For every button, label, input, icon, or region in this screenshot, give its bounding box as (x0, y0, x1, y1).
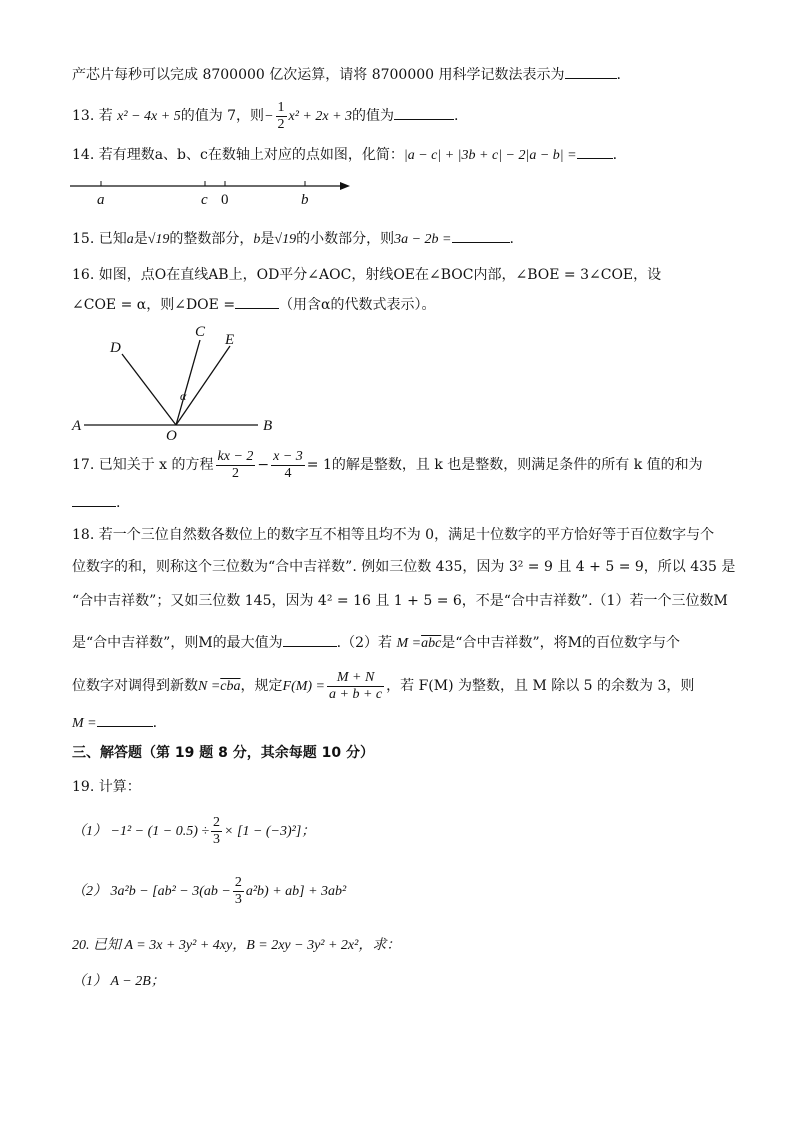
question-16-line-2: ∠COE = α，则∠DOE = （用含α的代数式表示）。 (72, 294, 734, 316)
arrow-icon (340, 182, 350, 190)
question-19-part-2: （2） 3a²b − [ab² − 3(ab − $\frac{2}{3}$ a²b) + ab] + 3ab² (72, 874, 347, 907)
fraction-one-half: $\frac{1}{2}$ (277, 99, 285, 132)
fraction-kx: $\frac{kx - 2}{2}$ (217, 448, 254, 481)
fraction-two-thirds: $\frac{2}{3}$ (234, 874, 242, 907)
question-13: 13. 若 x² − 4x + 5的值为 7，则− $\frac{1}{2}$ x² + 2x + 3的值为 . (72, 99, 459, 132)
ray-od (122, 354, 176, 425)
label-zero: 0 (221, 192, 229, 208)
number-line-figure (68, 174, 358, 210)
answer-blank (97, 712, 153, 727)
answer-blank (452, 228, 510, 243)
label-alpha: α (180, 389, 187, 403)
question-18-line-2: 位数字的和，则称这个三位数为“合中吉祥数”. 例如三位数 435，因为 3² = 9 且 4 + 5 = 9，所以 435 是 (72, 559, 736, 575)
question-18-line-4: 是“合中吉祥数”，则M的最大值为 .（2）若 $M =\overline{abc}$是“合中吉祥数”，将M的百位数字与个 (72, 632, 734, 655)
label-a: a (97, 192, 105, 208)
ray-oe (176, 346, 230, 425)
question-12-continuation: 产芯片每秒可以完成 8700000 亿次运算，请将 8700000 用科学记数法表示为 . (72, 64, 734, 86)
answer-blank (394, 105, 454, 120)
question-20-part-1: （1） A − 2B； (72, 974, 165, 989)
answer-blank (565, 64, 617, 79)
angle-figure (68, 322, 288, 446)
question-16-line-1: 16. 如图，点O在直线AB上，OD平分∠AOC，射线OE在∠BOC内部，∠BOE = 3∠COE，设 (72, 267, 662, 283)
question-20: 20. 已知 A = 3x + 3y² + 4xy，B = 2xy − 3y² + 2x²，求： (72, 938, 401, 953)
fraction-f-of-m: $\frac{M + N}{a + b + c}$ (329, 669, 383, 702)
question-14: 14. 若有理数a、b、c在数轴上对应的点如图，化简：|a − c| + |3b + c| − 2|a − b| = . (72, 144, 734, 167)
question-18-answer-line: M = . (72, 712, 734, 735)
label-a: A (72, 418, 82, 434)
answer-blank (283, 632, 337, 647)
question-18-line-5: 位数字对调得到新数$N =\overline{cba}$，规定F(M) = $\frac{M + N}{a + b + c}$ ，若 F(M) 为整数，且 M 除以 5 的余数为 3，则 (72, 669, 695, 702)
label-c: c (201, 192, 208, 208)
question-17: 17. 已知关于 x 的方程 $\frac{kx - 2}{2}$ − $\frac{x - 3}{4}$ = 1的解是整数，且 k 也是整数，则满足条件的所有 k 值的和为 (72, 448, 703, 481)
ray-oc (176, 340, 200, 425)
question-19-title: 19. 计算： (72, 779, 141, 795)
fraction-two-thirds: $\frac{2}{3}$ (213, 814, 221, 847)
question-18-line-3: “合中吉祥数”；又如三位数 145，因为 4² = 16 且 1 + 5 = 6，不是“合中吉祥数”.（1）若一个三位数M (72, 593, 728, 609)
label-d: D (110, 340, 121, 356)
answer-blank (577, 144, 613, 159)
label-c: C (195, 324, 206, 340)
answer-blank (72, 492, 116, 507)
question-19-part-1: （1） −1² − (1 − 0.5) ÷ $\frac{2}{3}$ × [1 − (−3)²]； (72, 814, 316, 847)
label-b: B (263, 418, 273, 434)
label-o: O (166, 428, 177, 444)
answer-blank (235, 294, 279, 309)
question-15: 15. 已知a是√19的整数部分，b是√19的小数部分，则3a − 2b = . (72, 228, 734, 251)
question-18-line-1: 18. 若一个三位自然数各数位上的数字互不相等且均不为 0，满足十位数字的平方恰好等于百位数字与个 (72, 527, 715, 543)
question-17-answer-line: . (72, 492, 734, 514)
fraction-x: $\frac{x - 3}{4}$ (273, 448, 303, 481)
label-e: E (225, 332, 235, 348)
section-heading: 三、解答题（第 19 题 8 分，其余每题 10 分） (72, 745, 374, 761)
label-b: b (301, 192, 309, 208)
